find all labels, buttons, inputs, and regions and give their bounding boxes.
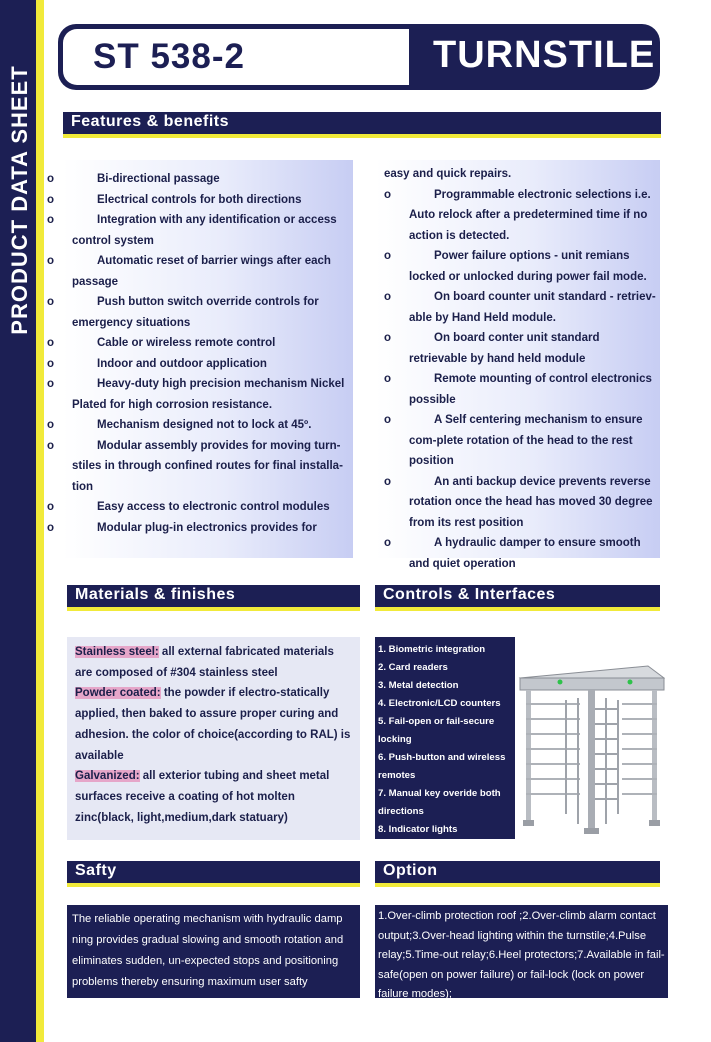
feature-item: o An anti backup device prevents reverse rotation once the head has moved 30 degree from its rest position	[409, 472, 658, 534]
indicator-light-right	[628, 680, 633, 685]
safety-text: The reliable operating mechanism with hydraulic damp ning provides gradual slowing and smooth rotation and eliminates sudden, un-expected stops and positioning problems thereby ensuring maximum user safty	[72, 913, 344, 988]
control-item: 3. Metal detection	[378, 680, 459, 691]
feature-item: o Electrical controls for both directions	[72, 190, 353, 211]
feature-item: o Automatic reset of barrier wings after each passage	[72, 251, 353, 292]
feature-item: o Modular plug-in electronics provides for	[72, 518, 353, 539]
feature-item: o Remote mounting of control electronics possible	[409, 369, 658, 410]
feature-item: o Push button switch override controls for emergency situations	[72, 292, 353, 333]
feature-item: o Mechanism designed not to lock at 45º.	[72, 415, 353, 436]
material-description: all exterior tubing and sheet metal surfaces receive a coating of hot molten zinc(black, light,medium,dark statuary)	[75, 770, 330, 824]
features-panel-right	[376, 160, 660, 570]
product-title: TURNSTILE	[433, 34, 656, 76]
features-list-right	[409, 185, 658, 575]
feature-item: o Programmable electronic selections i.e. Auto relock after a predetermined time if no action is detected.	[409, 185, 658, 247]
material-description: all external fabricated materials are composed of #304 stainless steel	[75, 646, 334, 679]
safety-panel	[67, 905, 360, 998]
features-panel-left	[63, 160, 353, 558]
safety-heading: Safty	[75, 862, 117, 879]
feature-item: o Indoor and outdoor application	[72, 354, 353, 375]
control-item: 8. Indicator lights	[378, 824, 458, 835]
control-item: 6. Push-button and wireless remotes	[378, 752, 506, 781]
feature-item: o A Self centering mechanism to ensure com-plete rotation of the head to the rest position	[409, 410, 658, 472]
materials-text	[75, 642, 354, 828]
feature-item: o Power failure options - unit remians locked or unlocked during power fail mode.	[409, 246, 658, 287]
model-box	[63, 29, 409, 85]
materials-heading: Materials & finishes	[75, 586, 236, 603]
control-item: 4. Electronic/LCD counters	[378, 698, 501, 709]
controls-list	[375, 637, 515, 839]
feature-item: o On board counter unit standard - retriev-able by Hand Held module.	[409, 287, 658, 328]
feature-item: o Bi-directional passage	[72, 169, 353, 190]
features-heading-bar	[63, 112, 661, 138]
sidebar-title: PRODUCT DATA SHEET	[7, 65, 32, 335]
control-item: 2. Card readers	[378, 662, 448, 673]
controls-panel	[375, 637, 515, 839]
option-text: 1.Over-climb protection roof ;2.Over-climb alarm contact output;3.Over-head lighting within the turnstile;4.Pulse relay;5.Time-out relay;6.Heel protectors;7.Available in fail-safe(open on power failure) or fail-lock (lock on power failure modes);	[378, 910, 665, 1000]
indicator-light-left	[558, 680, 563, 685]
header-banner	[58, 24, 660, 90]
option-heading: Option	[383, 862, 438, 879]
safety-heading-bar	[67, 861, 360, 887]
model-title: ST 538-2	[93, 37, 245, 76]
features-heading: Features & benefits	[71, 113, 229, 130]
feature-item: o On board conter unit standard retrievable by hand held module	[409, 328, 658, 369]
material-term: Stainless steel:	[75, 646, 159, 658]
feature-item: o Cable or wireless remote control	[72, 333, 353, 354]
features-continuation: easy and quick repairs.	[384, 168, 512, 180]
option-heading-bar	[375, 861, 660, 887]
material-term: Powder coated:	[75, 687, 161, 700]
controls-heading: Controls & Interfaces	[383, 586, 556, 603]
sidebar-yellow-stripe	[36, 0, 44, 1042]
control-item: 7. Manual key overide both directions	[378, 788, 501, 817]
feature-item: o Modular assembly provides for moving turn-stiles in through confined routes for final installa-tion	[72, 436, 353, 498]
control-item: 1. Biometric integration	[378, 644, 486, 655]
feature-item: o A hydraulic damper to ensure smooth and quiet operation	[409, 533, 658, 574]
feature-item: o Heavy-duty high precision mechanism Nickel Plated for high corrosion resistance.	[72, 374, 353, 415]
material-term: Galvanized:	[75, 770, 140, 783]
features-list-left	[72, 169, 353, 538]
option-panel	[375, 905, 668, 998]
materials-panel	[67, 637, 360, 840]
controls-heading-bar	[375, 585, 660, 611]
control-item: 5. Fail-open or fail-secure locking	[378, 716, 495, 745]
material-description: the powder if electro-statically applied, then baked to assure proper curing and adhesion. the color of choice(according to RAL) is available	[75, 687, 351, 762]
turnstile-illustration	[518, 664, 665, 840]
feature-item: o Easy access to electronic control modules	[72, 497, 353, 518]
feature-item: o Integration with any identification or access control system	[72, 210, 353, 251]
materials-heading-bar	[67, 585, 360, 611]
